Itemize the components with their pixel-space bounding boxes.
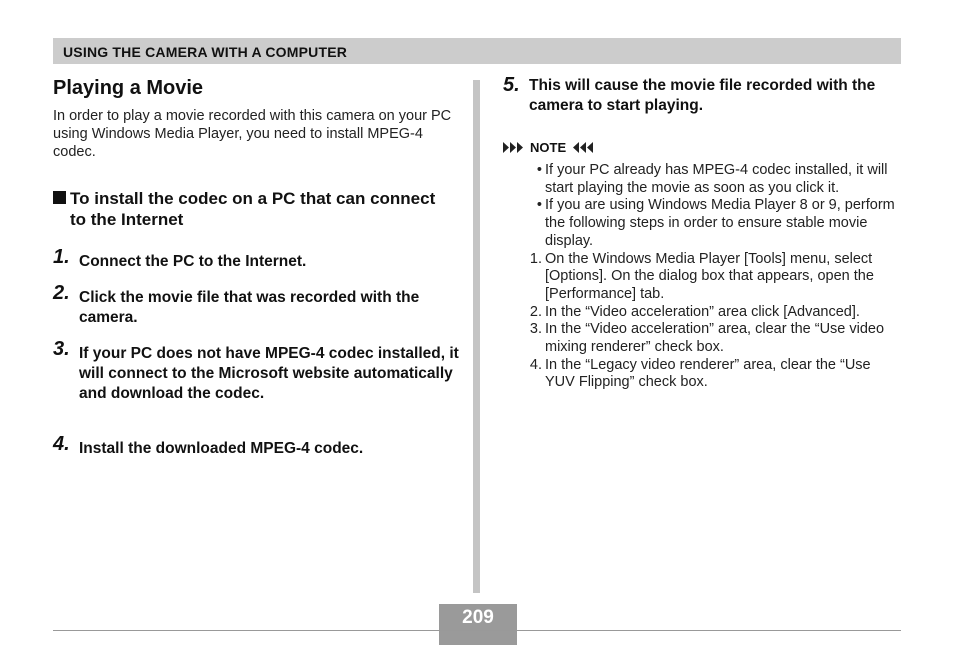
note-item xyxy=(520,197,902,250)
note-item xyxy=(520,357,902,392)
number-marker: 3. xyxy=(529,321,542,338)
note-item xyxy=(520,304,902,322)
step-text: If your PC does not have MPEG-4 codec installed, it will connect to the Microsoft website automatically and download the codec. xyxy=(79,345,459,402)
number-marker: 2. xyxy=(529,303,542,320)
note-item xyxy=(520,321,902,356)
note-item-text: On the Windows Media Player [Tools] menu, select [Options]. On the dialog box that appears, open the [Performance] tab. xyxy=(545,250,874,302)
number-marker: 1. xyxy=(529,250,542,267)
step-text: Connect the PC to the Internet. xyxy=(79,253,307,270)
note-item-text: If you are using Windows Media Player 8 or 9, perform the following steps in order to ensure stable movie display. xyxy=(545,197,895,249)
step-1 xyxy=(53,246,463,272)
note-item-text: If your PC already has MPEG-4 codec installed, it will start playing the movie as soon as you click it. xyxy=(545,162,888,196)
note-item-text: In the “Video acceleration” area, clear the “Use video mixing renderer” check box. xyxy=(545,321,885,356)
step-text: Click the movie file that was recorded with the camera. xyxy=(79,289,420,326)
step-number: 3. xyxy=(53,338,70,360)
step-3 xyxy=(53,338,463,404)
number-marker: 4. xyxy=(529,356,542,373)
step-text: This will cause the movie file recorded with the camera to start playing. xyxy=(529,77,876,114)
page-number: 209 xyxy=(462,607,494,628)
note-header xyxy=(503,139,593,155)
step-number: 2. xyxy=(53,282,70,304)
header-bar xyxy=(53,38,901,64)
note-label: NOTE xyxy=(530,139,567,155)
note-arrows-right-icon xyxy=(503,141,525,154)
column-divider xyxy=(473,80,480,593)
subheading-text: To install the codec on a PC that can connect to the Internet xyxy=(70,189,436,229)
note-list xyxy=(520,162,902,392)
page-number-box xyxy=(439,604,517,645)
section-title: Playing a Movie xyxy=(53,77,204,99)
chapter-title: USING THE CAMERA WITH A COMPUTER xyxy=(63,44,348,60)
note-item xyxy=(520,251,902,304)
square-bullet-icon xyxy=(53,191,66,204)
step-number: 5. xyxy=(503,74,520,96)
step-number: 4. xyxy=(53,433,70,455)
step-4 xyxy=(53,433,463,459)
intro-paragraph: In order to play a movie recorded with this camera on your PC using Windows Media Player, you need to install MPEG-4 codec. xyxy=(53,108,452,160)
page-number-base xyxy=(439,631,517,645)
note-item-text: In the “Legacy video renderer” area, clear the “Use YUV Flipping” check box. xyxy=(545,356,871,391)
step-text: Install the downloaded MPEG-4 codec. xyxy=(79,440,364,457)
left-column-intro xyxy=(53,76,463,161)
note-arrows-left-icon xyxy=(571,141,593,154)
bullet-marker: • xyxy=(536,197,542,214)
step-number: 1. xyxy=(53,246,70,268)
note-item-text: In the “Video acceleration” area click [Advanced]. xyxy=(545,303,860,320)
note-item xyxy=(520,162,902,197)
bullet-marker: • xyxy=(536,162,542,178)
step-2 xyxy=(53,282,463,328)
step-5 xyxy=(503,76,898,116)
subheading xyxy=(53,188,453,230)
